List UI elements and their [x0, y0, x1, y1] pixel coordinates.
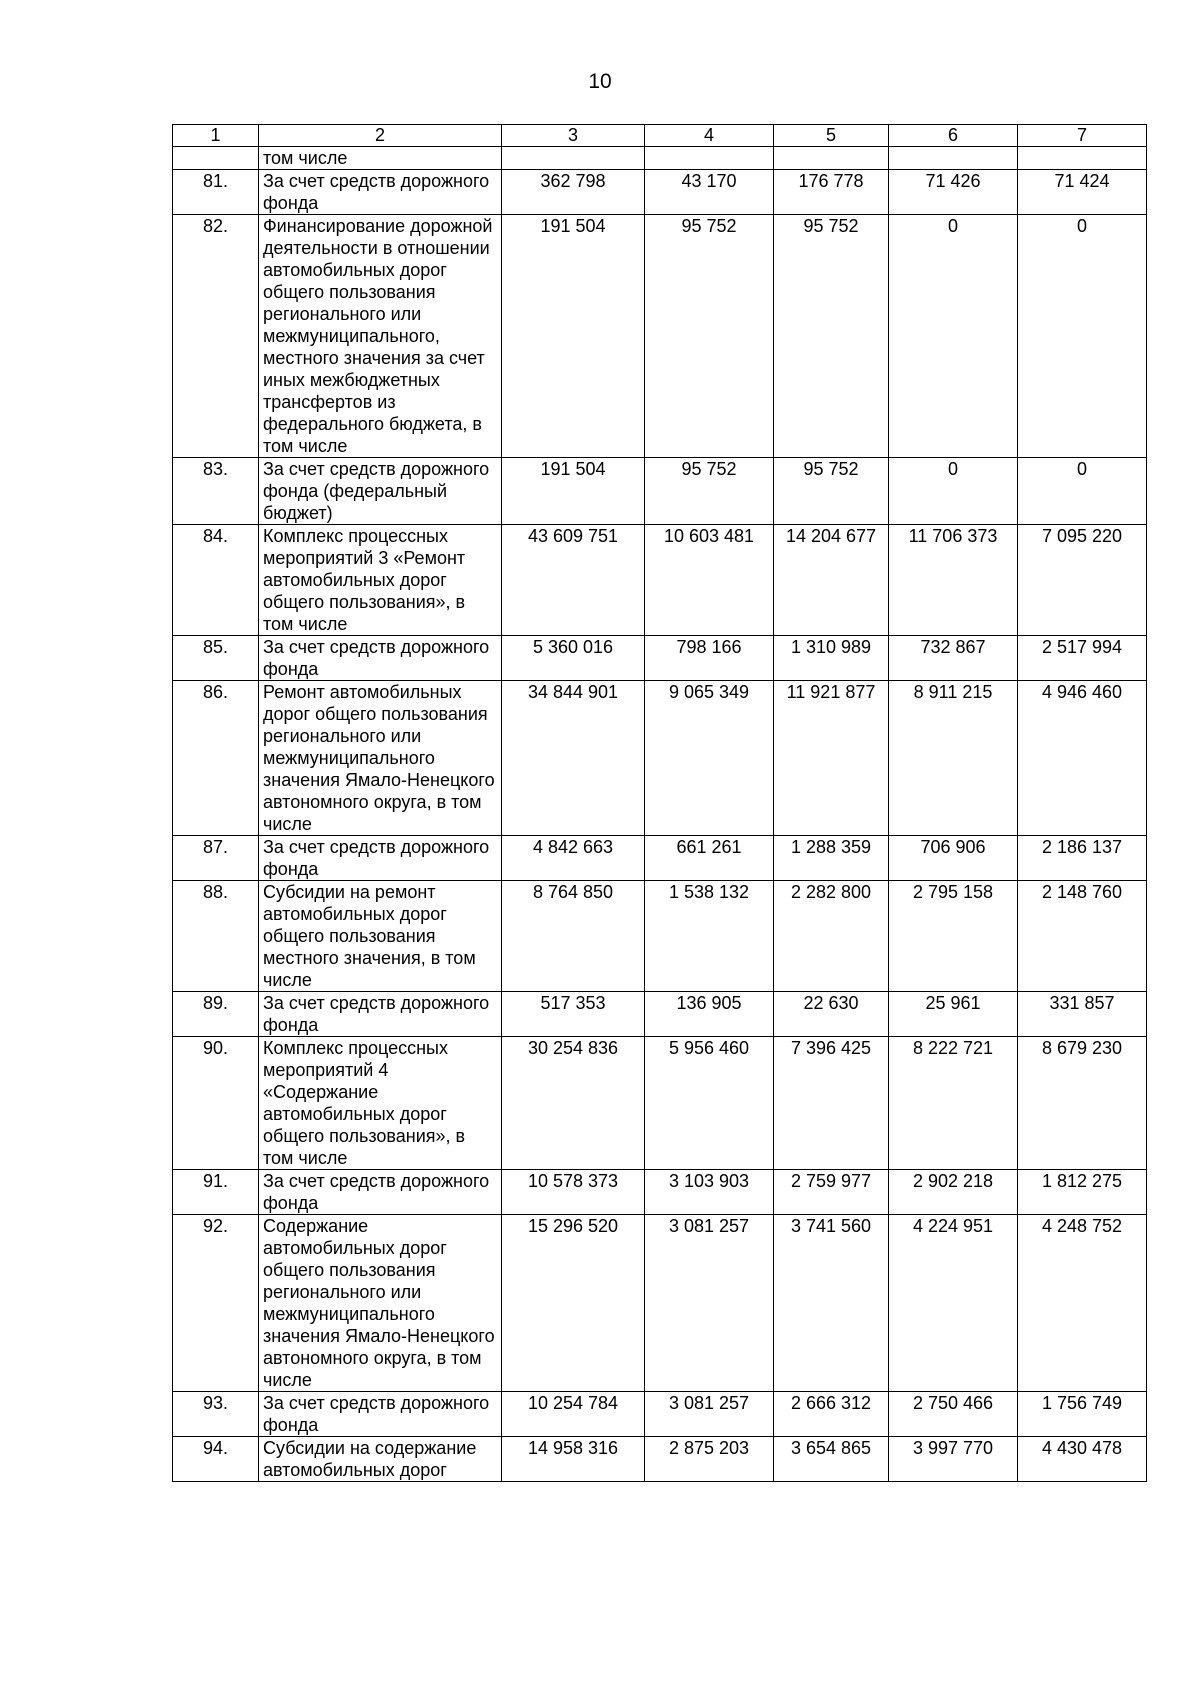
row-number-cell: 91. — [173, 1170, 259, 1215]
value-cell-col3: 15 296 520 — [502, 1215, 645, 1392]
row-number-cell: 93. — [173, 1392, 259, 1437]
row-description-cell: том числе — [259, 147, 502, 170]
value-cell-col7: 7 095 220 — [1018, 525, 1147, 636]
value-cell-col5: 2 282 800 — [774, 881, 889, 992]
row-description-cell: За счет средств дорожного фонда — [259, 992, 502, 1037]
table-row — [173, 1215, 1147, 1392]
row-number-cell: 83. — [173, 458, 259, 525]
row-description-cell: Субсидии на ремонт автомобильных дорог общего пользования местного значения, в том числе — [259, 881, 502, 992]
value-cell-col5: 176 778 — [774, 170, 889, 215]
value-cell-col7 — [1018, 147, 1147, 170]
value-cell-col6: 2 750 466 — [889, 1392, 1018, 1437]
value-cell-col7: 0 — [1018, 458, 1147, 525]
value-cell-col7: 2 517 994 — [1018, 636, 1147, 681]
value-cell-col5 — [774, 147, 889, 170]
value-cell-col4: 10 603 481 — [645, 525, 774, 636]
column-header: 4 — [645, 125, 774, 147]
table-row — [173, 1392, 1147, 1437]
value-cell-col5: 95 752 — [774, 215, 889, 458]
value-cell-col7: 0 — [1018, 215, 1147, 458]
table-row — [173, 525, 1147, 636]
table-row — [173, 636, 1147, 681]
column-number-header-row — [173, 125, 1147, 147]
value-cell-col7: 71 424 — [1018, 170, 1147, 215]
value-cell-col5: 2 666 312 — [774, 1392, 889, 1437]
table-row — [173, 1170, 1147, 1215]
value-cell-col3: 5 360 016 — [502, 636, 645, 681]
value-cell-col6: 0 — [889, 458, 1018, 525]
value-cell-col4: 2 875 203 — [645, 1437, 774, 1482]
value-cell-col6: 4 224 951 — [889, 1215, 1018, 1392]
value-cell-col4: 9 065 349 — [645, 681, 774, 836]
value-cell-col3: 10 254 784 — [502, 1392, 645, 1437]
table-row — [173, 147, 1147, 170]
value-cell-col7: 2 148 760 — [1018, 881, 1147, 992]
row-description-cell: За счет средств дорожного фонда (федеральный бюджет) — [259, 458, 502, 525]
value-cell-col7: 4 946 460 — [1018, 681, 1147, 836]
value-cell-col5: 3 654 865 — [774, 1437, 889, 1482]
value-cell-col6: 8 911 215 — [889, 681, 1018, 836]
value-cell-col5: 1 288 359 — [774, 836, 889, 881]
row-number-cell: 81. — [173, 170, 259, 215]
row-description-cell: За счет средств дорожного фонда — [259, 1392, 502, 1437]
value-cell-col6: 71 426 — [889, 170, 1018, 215]
value-cell-col3: 191 504 — [502, 458, 645, 525]
row-description-cell: За счет средств дорожного фонда — [259, 170, 502, 215]
value-cell-col4: 3 081 257 — [645, 1215, 774, 1392]
value-cell-col5: 95 752 — [774, 458, 889, 525]
value-cell-col6: 2 795 158 — [889, 881, 1018, 992]
value-cell-col3: 34 844 901 — [502, 681, 645, 836]
table-row — [173, 458, 1147, 525]
value-cell-col4: 5 956 460 — [645, 1037, 774, 1170]
row-description-cell: За счет средств дорожного фонда — [259, 1170, 502, 1215]
value-cell-col5: 22 630 — [774, 992, 889, 1037]
value-cell-col3: 4 842 663 — [502, 836, 645, 881]
value-cell-col5: 7 396 425 — [774, 1037, 889, 1170]
value-cell-col3 — [502, 147, 645, 170]
table-row — [173, 881, 1147, 992]
column-header: 7 — [1018, 125, 1147, 147]
value-cell-col5: 11 921 877 — [774, 681, 889, 836]
row-description-cell: Комплекс процессных мероприятий 4 «Содержание автомобильных дорог общего пользования», в том числе — [259, 1037, 502, 1170]
value-cell-col5: 3 741 560 — [774, 1215, 889, 1392]
value-cell-col6: 8 222 721 — [889, 1037, 1018, 1170]
value-cell-col7: 8 679 230 — [1018, 1037, 1147, 1170]
table-row — [173, 681, 1147, 836]
value-cell-col4: 1 538 132 — [645, 881, 774, 992]
value-cell-col6: 3 997 770 — [889, 1437, 1018, 1482]
row-number-cell — [173, 147, 259, 170]
column-header: 6 — [889, 125, 1018, 147]
row-description-cell: Финансирование дорожной деятельности в отношении автомобильных дорог общего пользования регионального или межмуниципального, местного значения за счет иных межбюджетных трансфертов из федерального бюджета, в том числе — [259, 215, 502, 458]
value-cell-col3: 191 504 — [502, 215, 645, 458]
table-row — [173, 1437, 1147, 1482]
row-number-cell: 86. — [173, 681, 259, 836]
value-cell-col4: 3 081 257 — [645, 1392, 774, 1437]
value-cell-col7: 4 430 478 — [1018, 1437, 1147, 1482]
value-cell-col3: 14 958 316 — [502, 1437, 645, 1482]
row-number-cell: 87. — [173, 836, 259, 881]
row-number-cell: 85. — [173, 636, 259, 681]
column-header: 3 — [502, 125, 645, 147]
value-cell-col4: 798 166 — [645, 636, 774, 681]
table-row — [173, 1037, 1147, 1170]
row-number-cell: 88. — [173, 881, 259, 992]
value-cell-col4: 661 261 — [645, 836, 774, 881]
column-header: 1 — [173, 125, 259, 147]
value-cell-col5: 2 759 977 — [774, 1170, 889, 1215]
page-number: 10 — [588, 70, 612, 93]
column-header: 5 — [774, 125, 889, 147]
value-cell-col4: 95 752 — [645, 458, 774, 525]
value-cell-col6: 11 706 373 — [889, 525, 1018, 636]
row-number-cell: 94. — [173, 1437, 259, 1482]
row-description-cell: Содержание автомобильных дорог общего пользования регионального или межмуниципального значения Ямало-Ненецкого автономного округа, в том числе — [259, 1215, 502, 1392]
value-cell-col4: 136 905 — [645, 992, 774, 1037]
table-row — [173, 170, 1147, 215]
table-row — [173, 215, 1147, 458]
value-cell-col6: 732 867 — [889, 636, 1018, 681]
value-cell-col4: 43 170 — [645, 170, 774, 215]
row-number-cell: 82. — [173, 215, 259, 458]
value-cell-col3: 362 798 — [502, 170, 645, 215]
value-cell-col6: 2 902 218 — [889, 1170, 1018, 1215]
row-description-cell: Комплекс процессных мероприятий 3 «Ремонт автомобильных дорог общего пользования», в том числе — [259, 525, 502, 636]
row-description-cell: Субсидии на содержание автомобильных дорог — [259, 1437, 502, 1482]
value-cell-col4: 95 752 — [645, 215, 774, 458]
value-cell-col7: 331 857 — [1018, 992, 1147, 1037]
value-cell-col3: 517 353 — [502, 992, 645, 1037]
row-description-cell: За счет средств дорожного фонда — [259, 636, 502, 681]
value-cell-col5: 14 204 677 — [774, 525, 889, 636]
table-row — [173, 836, 1147, 881]
value-cell-col3: 8 764 850 — [502, 881, 645, 992]
value-cell-col7: 1 756 749 — [1018, 1392, 1147, 1437]
budget-table — [172, 124, 1147, 1482]
row-number-cell: 90. — [173, 1037, 259, 1170]
value-cell-col6: 706 906 — [889, 836, 1018, 881]
value-cell-col5: 1 310 989 — [774, 636, 889, 681]
value-cell-col3: 10 578 373 — [502, 1170, 645, 1215]
value-cell-col3: 43 609 751 — [502, 525, 645, 636]
row-number-cell: 84. — [173, 525, 259, 636]
table-row — [173, 992, 1147, 1037]
row-number-cell: 89. — [173, 992, 259, 1037]
value-cell-col7: 2 186 137 — [1018, 836, 1147, 881]
value-cell-col6 — [889, 147, 1018, 170]
value-cell-col3: 30 254 836 — [502, 1037, 645, 1170]
value-cell-col7: 4 248 752 — [1018, 1215, 1147, 1392]
row-number-cell: 92. — [173, 1215, 259, 1392]
value-cell-col4: 3 103 903 — [645, 1170, 774, 1215]
row-description-cell: Ремонт автомобильных дорог общего пользования регионального или межмуниципального значения Ямало-Ненецкого автономного округа, в том числе — [259, 681, 502, 836]
value-cell-col7: 1 812 275 — [1018, 1170, 1147, 1215]
value-cell-col4 — [645, 147, 774, 170]
row-description-cell: За счет средств дорожного фонда — [259, 836, 502, 881]
column-header: 2 — [259, 125, 502, 147]
value-cell-col6: 0 — [889, 215, 1018, 458]
value-cell-col6: 25 961 — [889, 992, 1018, 1037]
